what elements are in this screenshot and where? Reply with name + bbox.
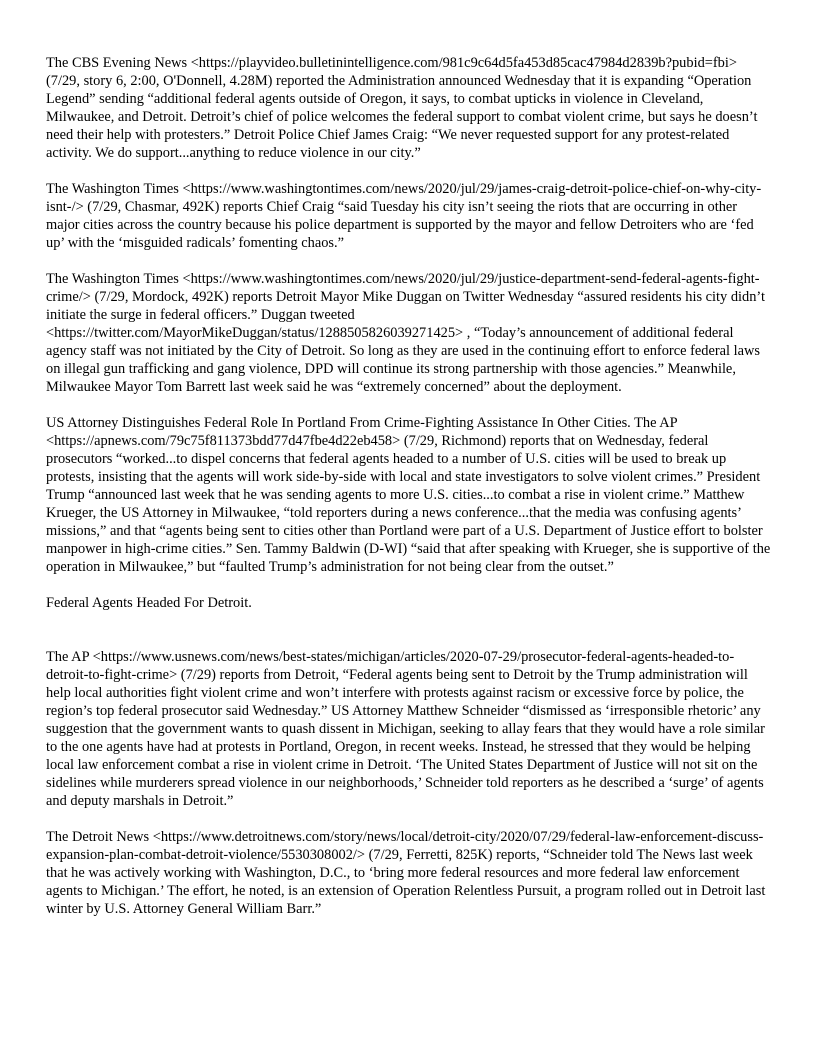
section-heading: Federal Agents Headed For Detroit. <box>46 595 252 611</box>
paragraph-washington-times-duggan: The Washington Times <https://www.washingtontimes.com/news/2020/jul/29/justice-department-send-federal-agents-fight-crime/> (7/29, Mordock, 492K) reports Detroit Mayor Mike Duggan on Twitter Wednesday “assured residents his city didn’t initiate the surge in federal officers.” Duggan tweeted <https://twitter.com/MayorMikeDuggan/status/1288505826039271425> , “Today’s announcement of additional federal agency staff was not initiated by the City of Detroit. So long as they are used in the continuing effort to enforce federal laws on illegal gun trafficking and gang violence, DPD will continue its strong partnership with those agencies.” Meanwhile, Milwaukee Mayor Tom Barrett last week said he was “extremely concerned” about the deployment. <box>46 271 765 395</box>
paragraph-washington-times-craig: The Washington Times <https://www.washingtontimes.com/news/2020/jul/29/james-craig-detroit-police-chief-on-why-city-isnt-/> (7/29, Chasmar, 492K) reports Chief Craig “said Tuesday his city isn’t seeing the riots that are occurring in other major cities across the country because his police department is supported by the mayor and fellow Detroiters who are ‘fed up’ with the ‘misguided radicals’ fomenting chaos.” <box>46 181 762 251</box>
document-body <box>46 54 772 936</box>
paragraph-ap-detroit: The AP <https://www.usnews.com/news/best-states/michigan/articles/2020-07-29/prosecutor-federal-agents-headed-to-detroit-to-fight-crime> (7/29) reports from Detroit, “Federal agents being sent to Detroit by the Trump administration will help local authorities fight violent crime and won’t interfere with protests against racism or excessive force by police, the region’s top federal prosecutor said Wednesday.” US Attorney Matthew Schneider “dismissed as ‘irresponsible rhetoric’ any suggestion that the government wants to quash dissent in Michigan, seeking to allay fears that they would have a role similar to the one agents have had at protests in Portland, Oregon, in recent weeks. Instead, he stressed that they would be helping local law enforcement combat a rise in violent crime in Detroit. ‘The United States Department of Justice will not sit on the sidelines while murderers spread violence in our neighborhoods,’ Schneider told reporters as he described a ‘surge’ of agents and deputy marshals in Detroit.” <box>46 649 765 809</box>
paragraph-detroit-news: The Detroit News <https://www.detroitnews.com/story/news/local/detroit-city/2020/07/29/federal-law-enforcement-discuss-expansion-plan-combat-detroit-violence/5530308002/> (7/29, Ferretti, 825K) reports, “Schneider told The News last week that he was actively working with Washington, D.C., to ‘bring more federal resources and more federal law enforcement agents to Michigan.’ The effort, he noted, is an extension of Operation Relentless Pursuit, a program rolled out in Detroit last winter by U.S. Attorney General William Barr.” <box>46 829 766 917</box>
paragraph-us-attorney-portland: US Attorney Distinguishes Federal Role In Portland From Crime-Fighting Assistance In Other Cities. The AP <https://apnews.com/79c75f811373bdd77d47fbe4d22eb458> (7/29, Richmond) reports that on Wednesday, federal prosecutors “worked...to dispel concerns that federal agents headed to a number of U.S. cities will be used to break up protests, insisting that the agents will work side-by-side with local and state investigators to solve violent crimes.” President Trump “announced last week that he was sending agents to more U.S. cities...to combat a rise in violent crime.” Matthew Krueger, the US Attorney in Milwaukee, “told reporters during a news conference...that the media was confusing agents’ missions,” and that “agents being sent to cities other than Portland were part of a U.S. Department of Justice effort to bolster manpower in high-crime cities.” Sen. Tammy Baldwin (D-WI) “said that after speaking with Krueger, she is supportive of the operation in Milwaukee,” but “faulted Trump’s administration for not being clear from the outset.” <box>46 415 771 575</box>
paragraph-cbs-evening-news: The CBS Evening News <https://playvideo.bulletinintelligence.com/981c9c64d5fa453d85cac47984d2839b?pubid=fbi> (7/29, story 6, 2:00, O'Donnell, 4.28M) reported the Administration announced Wednesday that it is expanding “Operation Legend” sending “additional federal agents outside of Oregon, it says, to combat upticks in violence in Cleveland, Milwaukee, and Detroit. Detroit’s chief of police welcomes the federal support to combat violent crime, but says he doesn’t need their help with protesters.” Detroit Police Chief James Craig: “We never requested support for any protest-related activity. We do support...anything to reduce violence in our city.” <box>46 55 758 161</box>
